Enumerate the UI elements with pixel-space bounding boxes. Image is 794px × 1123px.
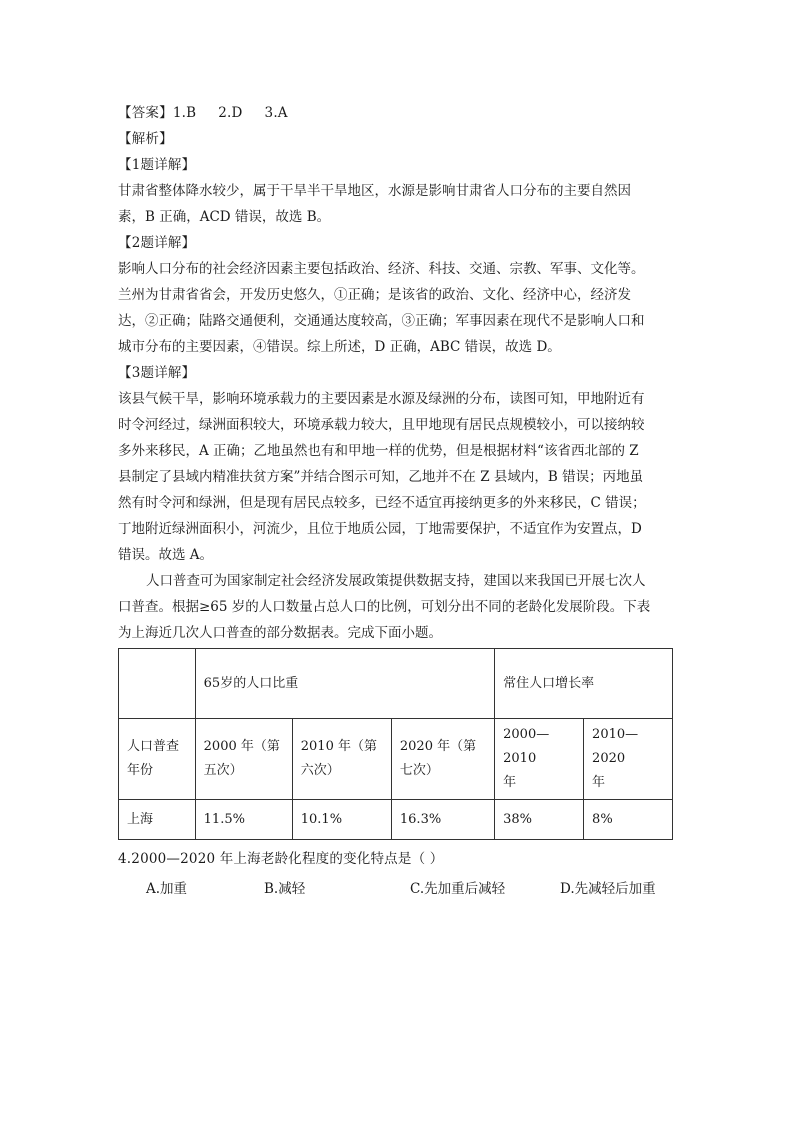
elderly-share-header: 65岁的人口比重 — [195, 649, 494, 719]
column-header-line: 2010 年（第 — [300, 739, 377, 754]
column-header-line: 2010—2020 — [592, 727, 639, 766]
question-4-stem: 4.2000—2020 年上海老龄化程度的变化特点是（ ） — [118, 851, 444, 867]
column-header-line: 2000—2010 — [503, 727, 550, 766]
answer-item: 1.B — [172, 105, 197, 121]
table-cell: 10.1% — [292, 800, 391, 840]
table-row — [119, 800, 673, 840]
text-line: 多外来移民，A 正确；乙地虽然也有和甲地一样的优势，但是根据材料“该省西北部的 Z — [118, 443, 639, 459]
q1-explanation — [118, 178, 678, 230]
text-line: 甘肃省整体降水较少，属于干旱半干旱地区，水源是影响甘肃省人口分布的主要自然因 — [118, 183, 631, 199]
column-header — [195, 719, 292, 800]
q2-explanation — [118, 256, 678, 360]
text-line: 城市分布的主要因素，④错误。综上所述，D 正确，ABC 错误，故选 D。 — [118, 339, 561, 355]
table-subheader-row — [119, 719, 673, 800]
analysis-label: 【解析】 — [118, 131, 173, 147]
document-page — [118, 100, 678, 904]
intro-paragraph — [118, 568, 678, 646]
column-header-line: 五次） — [203, 763, 243, 778]
column-header — [391, 719, 494, 800]
row-header-line: 年份 — [127, 763, 154, 778]
text-line: 丁地附近绿洲面积小，河流少，且位于地质公园，丁地需要保护，不适宜作为安置点，D — [118, 521, 642, 537]
text-line: 为上海近几次人口普查的部分数据表。完成下面小题。 — [118, 625, 442, 641]
text-line: 口普查。根据≥65 岁的人口数量占总人口的比例，可划分出不同的老龄化发展阶段。下表 — [118, 599, 651, 615]
row-header-cell — [119, 719, 196, 800]
column-header-line: 年 — [592, 775, 606, 790]
row-label-cell: 上海 — [119, 800, 196, 840]
column-header-line: 2000 年（第 — [203, 739, 280, 754]
question-4-options — [118, 874, 678, 904]
q1-heading: 【1题详解】 — [118, 157, 196, 173]
option-a[interactable]: A.加重 — [146, 881, 188, 897]
answer-item: 3.A — [264, 105, 288, 121]
option-c[interactable]: C.先加重后减轻 — [410, 881, 506, 897]
text-line: 错误。故选 A。 — [118, 547, 214, 563]
table-cell: 8% — [584, 800, 673, 840]
option-d[interactable]: D.先减轻后加重 — [560, 881, 656, 897]
answer-label: 【答案】 — [118, 105, 173, 121]
column-header — [292, 719, 391, 800]
table-cell: 16.3% — [391, 800, 494, 840]
column-header-line: 六次） — [300, 763, 340, 778]
q3-heading: 【3题详解】 — [118, 365, 196, 381]
text-line: 该县气候干旱，影响环境承载力的主要因素是水源及绿洲的分布，读图可知，甲地附近有 — [118, 391, 645, 407]
answer-line — [118, 100, 678, 126]
text-line: 达，②正确；陆路交通便利，交通通达度较高，③正确；军事因素在现代不是影响人口和 — [118, 313, 645, 329]
option-b[interactable]: B.减轻 — [264, 881, 306, 897]
table-header-row — [119, 649, 673, 719]
column-header-line: 七次） — [399, 763, 439, 778]
text-line: 兰州为甘肃省省会，开发历史悠久，①正确；是该省的政治、文化、经济中心，经济发 — [118, 287, 631, 303]
growth-rate-header: 常住人口增长率 — [495, 649, 673, 719]
row-header-line: 人口普查 — [127, 739, 180, 754]
table-cell: 11.5% — [195, 800, 292, 840]
table-corner-cell — [119, 649, 196, 719]
text-line: 时令河经过，绿洲面积较大，环境承载力较大，且甲地现有居民点规模较小，可以接纳较 — [118, 417, 645, 433]
census-data-table — [118, 648, 673, 840]
column-header — [495, 719, 584, 800]
column-header-line: 2020 年（第 — [399, 739, 477, 754]
text-line: 人口普查可为国家制定社会经济发展政策提供数据支持，建国以来我国已开展七次人 — [146, 573, 646, 589]
text-line: 县制定了县域内精准扶贫方案”并结合图示可知，乙地并不在 Z 县域内，B 错误；丙地虽 — [118, 469, 644, 485]
table-cell: 38% — [495, 800, 584, 840]
answer-item: 2.D — [218, 105, 243, 121]
text-line: 素，B 正确，ACD 错误，故选 B。 — [118, 209, 331, 225]
text-line: 影响人口分布的社会经济因素主要包括政治、经济、科技、交通、宗教、军事、文化等。 — [118, 261, 645, 277]
q3-explanation — [118, 386, 678, 568]
text-line: 然有时令河和绿洲，但是现有居民点较多，已经不适宜再接纳更多的外来移民，C 错误； — [118, 495, 646, 511]
q2-heading: 【2题详解】 — [118, 235, 196, 251]
column-header-line: 年 — [503, 775, 517, 790]
column-header — [584, 719, 673, 800]
